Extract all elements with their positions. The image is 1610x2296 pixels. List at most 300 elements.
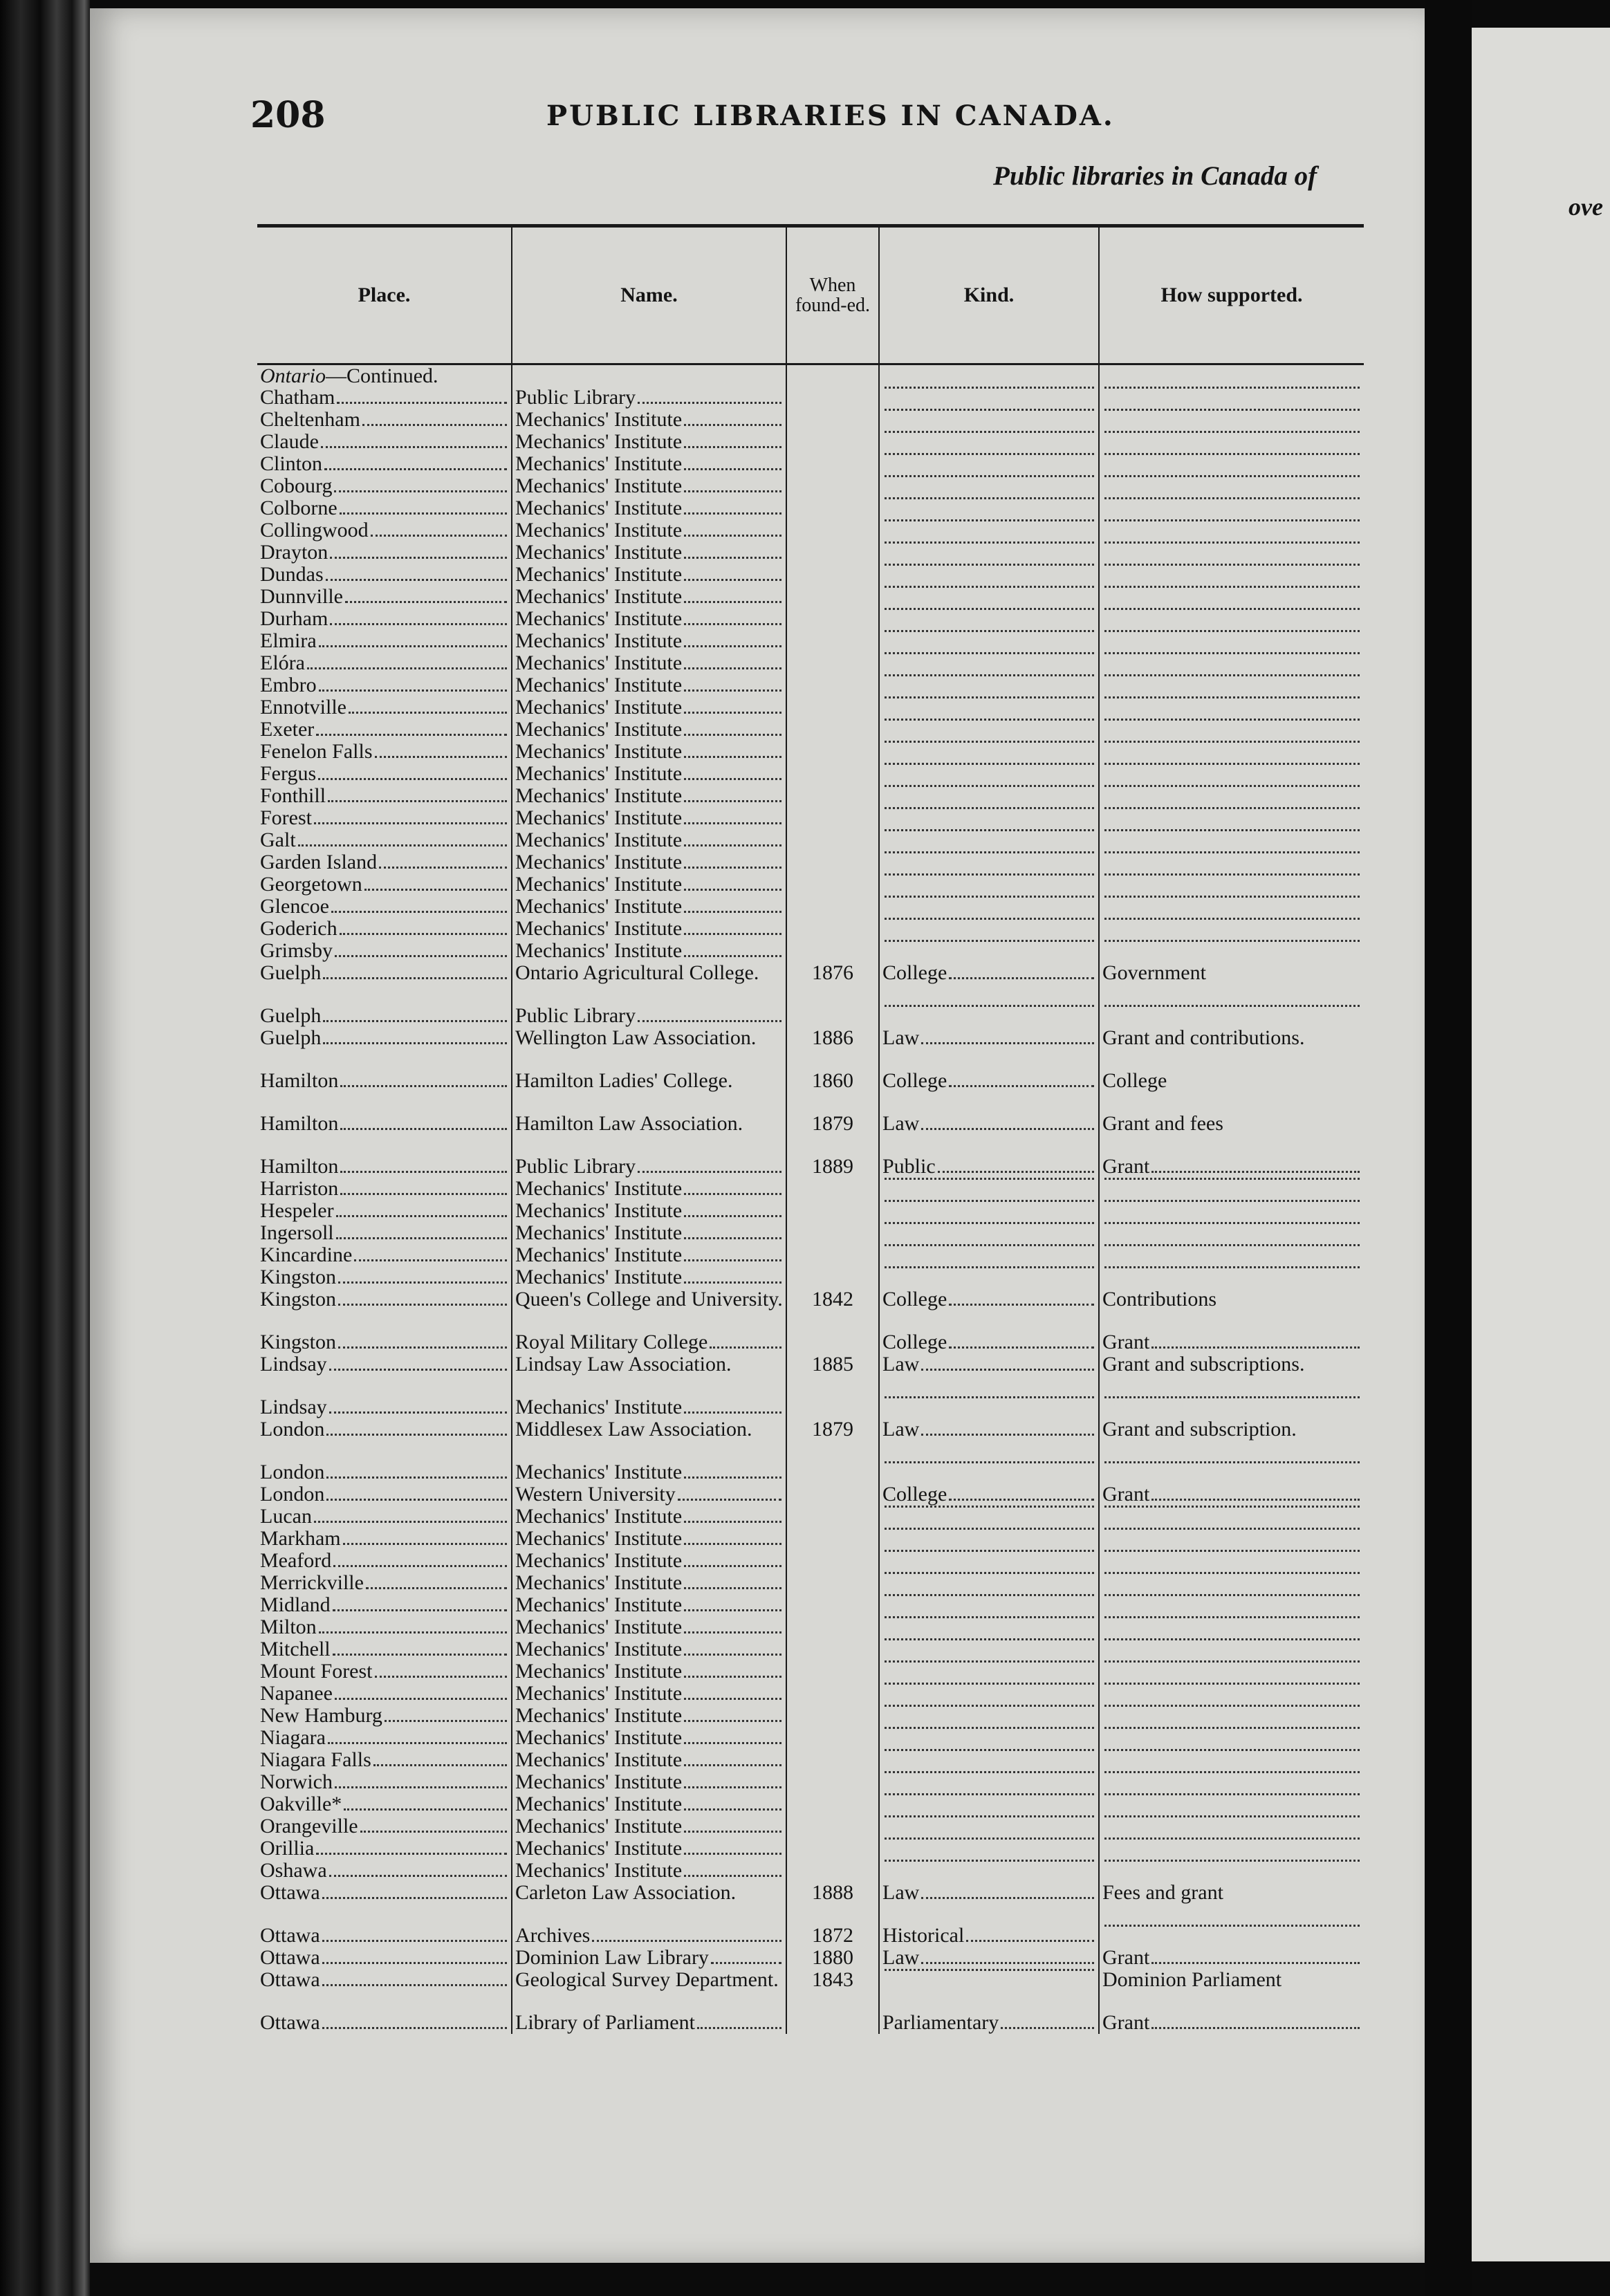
place-cell-text: Galt xyxy=(260,829,296,851)
name-cell-text: Mechanics' Institute xyxy=(515,785,683,807)
table-row xyxy=(257,1113,1364,1156)
name-cell-text: Mechanics' Institute xyxy=(515,741,683,763)
year-cell-text: 1879 xyxy=(812,1418,853,1441)
support-cell xyxy=(1099,1113,1364,1156)
name-cell xyxy=(512,1638,786,1660)
table-row xyxy=(257,1683,1364,1705)
table-row xyxy=(257,1705,1364,1727)
name-cell xyxy=(512,1005,786,1027)
name-cell-text: Public Library xyxy=(515,387,636,409)
name-cell xyxy=(512,1266,786,1288)
column-header-kind: Kind. xyxy=(879,226,1099,364)
place-cell xyxy=(257,1594,512,1616)
name-cell xyxy=(512,1418,786,1461)
support-cell xyxy=(1099,1771,1364,1793)
year-cell xyxy=(786,696,879,719)
support-cell xyxy=(1099,807,1364,829)
table-row xyxy=(257,1027,1364,1070)
kind-cell xyxy=(879,652,1099,674)
table-row xyxy=(257,785,1364,807)
name-cell-text: Hamilton Law Association. xyxy=(515,1113,743,1135)
table-row xyxy=(257,896,1364,918)
table-row xyxy=(257,1070,1364,1113)
year-cell-text: 1860 xyxy=(812,1070,853,1092)
page-number: 208 xyxy=(250,94,326,136)
table-row xyxy=(257,608,1364,630)
support-cell xyxy=(1099,1594,1364,1616)
year-cell xyxy=(786,1660,879,1683)
name-cell-text: Mechanics' Institute xyxy=(515,1266,683,1288)
kind-cell xyxy=(879,409,1099,431)
support-cell-text: Grant xyxy=(1102,1483,1150,1506)
column-header-place: Place. xyxy=(257,226,512,364)
place-cell xyxy=(257,630,512,652)
year-cell xyxy=(786,1771,879,1793)
year-cell xyxy=(786,497,879,519)
year-cell xyxy=(786,1113,879,1156)
name-cell xyxy=(512,497,786,519)
support-cell xyxy=(1099,962,1364,1005)
place-cell-text: Kingston xyxy=(260,1266,337,1288)
place-cell xyxy=(257,453,512,475)
year-cell xyxy=(786,1027,879,1070)
place-cell-text: Colborne xyxy=(260,497,337,519)
kind-cell xyxy=(879,1638,1099,1660)
place-cell-text: London xyxy=(260,1483,325,1506)
year-cell xyxy=(786,1749,879,1771)
place-cell-text: Dundas xyxy=(260,564,324,586)
support-cell xyxy=(1099,1947,1364,1969)
name-cell-text: Mechanics' Institute xyxy=(515,497,683,519)
name-cell xyxy=(512,807,786,829)
kind-cell xyxy=(879,1749,1099,1771)
kind-cell-text: Law xyxy=(882,1418,920,1441)
place-cell xyxy=(257,1837,512,1860)
kind-cell xyxy=(879,1616,1099,1638)
name-cell xyxy=(512,1156,786,1178)
kind-cell xyxy=(879,1594,1099,1616)
place-cell-text: Fonthill xyxy=(260,785,326,807)
table-row xyxy=(257,409,1364,431)
place-cell-text: London xyxy=(260,1461,325,1483)
year-cell-text: 1842 xyxy=(812,1288,853,1311)
kind-cell xyxy=(879,1705,1099,1727)
support-cell xyxy=(1099,1749,1364,1771)
support-cell xyxy=(1099,1027,1364,1070)
year-cell xyxy=(786,1331,879,1353)
kind-cell xyxy=(879,763,1099,785)
name-cell-text: Dominion Law Library xyxy=(515,1947,709,1969)
support-cell-text: Contributions xyxy=(1102,1288,1217,1311)
support-cell xyxy=(1099,1178,1364,1200)
place-cell xyxy=(257,719,512,741)
table-row xyxy=(257,564,1364,586)
kind-cell-text: College xyxy=(882,1483,947,1506)
kind-cell xyxy=(879,564,1099,586)
place-cell xyxy=(257,1113,512,1156)
name-cell-text: Mechanics' Institute xyxy=(515,1528,683,1550)
table-row xyxy=(257,1396,1364,1418)
table-row xyxy=(257,719,1364,741)
name-cell-text: Mechanics' Institute xyxy=(515,1244,683,1266)
kind-cell-text: Law xyxy=(882,1947,920,1969)
place-cell xyxy=(257,1815,512,1837)
year-cell xyxy=(786,873,879,896)
table-row xyxy=(257,1244,1364,1266)
name-cell-text: Lindsay Law Association. xyxy=(515,1353,732,1376)
place-cell xyxy=(257,918,512,940)
name-cell xyxy=(512,1660,786,1683)
table-row xyxy=(257,1353,1364,1396)
place-cell xyxy=(257,497,512,519)
table-row xyxy=(257,1594,1364,1616)
table-row xyxy=(257,851,1364,873)
table-row xyxy=(257,873,1364,896)
name-cell xyxy=(512,851,786,873)
kind-cell xyxy=(879,1882,1099,1925)
year-cell xyxy=(786,2012,879,2034)
name-cell xyxy=(512,896,786,918)
kind-cell xyxy=(879,1572,1099,1594)
name-cell xyxy=(512,1178,786,1200)
place-cell-text: Cheltenham xyxy=(260,409,360,431)
year-cell xyxy=(786,1528,879,1550)
table-row xyxy=(257,1572,1364,1594)
name-cell xyxy=(512,1288,786,1331)
kind-cell xyxy=(879,918,1099,940)
support-cell xyxy=(1099,719,1364,741)
name-cell-text: Mechanics' Institute xyxy=(515,519,683,541)
libraries-table xyxy=(257,224,1364,2034)
table-row xyxy=(257,1793,1364,1815)
support-cell-text: Grant xyxy=(1102,2012,1150,2034)
table-row xyxy=(257,541,1364,564)
name-cell xyxy=(512,940,786,962)
place-cell-text: London xyxy=(260,1418,325,1441)
name-cell xyxy=(512,873,786,896)
support-cell xyxy=(1099,475,1364,497)
name-cell xyxy=(512,564,786,586)
name-cell xyxy=(512,829,786,851)
name-cell xyxy=(512,519,786,541)
place-cell xyxy=(257,1683,512,1705)
place-cell xyxy=(257,1396,512,1418)
table-row xyxy=(257,630,1364,652)
name-cell-text: Mechanics' Institute xyxy=(515,1638,683,1660)
kind-cell xyxy=(879,674,1099,696)
place-cell-text: Oakville* xyxy=(260,1793,342,1815)
kind-cell xyxy=(879,453,1099,475)
name-cell-text: Mechanics' Institute xyxy=(515,1683,683,1705)
name-cell-text: Mechanics' Institute xyxy=(515,674,683,696)
support-cell xyxy=(1099,940,1364,962)
name-cell xyxy=(512,1550,786,1572)
kind-cell xyxy=(879,1222,1099,1244)
table-row xyxy=(257,387,1364,409)
year-cell xyxy=(786,586,879,608)
support-cell xyxy=(1099,896,1364,918)
kind-cell xyxy=(879,1860,1099,1882)
table-row xyxy=(257,1616,1364,1638)
year-cell xyxy=(786,785,879,807)
name-cell xyxy=(512,1528,786,1550)
name-cell-text: Mechanics' Institute xyxy=(515,1749,683,1771)
support-cell xyxy=(1099,1616,1364,1638)
support-cell xyxy=(1099,564,1364,586)
kind-cell xyxy=(879,1353,1099,1396)
name-cell xyxy=(512,1222,786,1244)
name-cell-text: Mechanics' Institute xyxy=(515,1506,683,1528)
place-cell xyxy=(257,1793,512,1815)
place-cell-text: Forest xyxy=(260,807,312,829)
name-cell xyxy=(512,1070,786,1113)
place-cell-text: Ennotville xyxy=(260,696,346,719)
support-cell xyxy=(1099,431,1364,453)
table-row xyxy=(257,1418,1364,1461)
name-cell-text: Mechanics' Institute xyxy=(515,564,683,586)
year-cell xyxy=(786,409,879,431)
support-cell xyxy=(1099,387,1364,409)
table-row xyxy=(257,1288,1364,1331)
kind-cell-text: Law xyxy=(882,1027,920,1049)
kind-cell xyxy=(879,1947,1099,1969)
support-cell-text: Grant and subscription. xyxy=(1102,1418,1297,1441)
kind-cell-text: College xyxy=(882,1288,947,1311)
year-cell-text: 1843 xyxy=(812,1969,853,1991)
kind-cell xyxy=(879,519,1099,541)
place-cell-text: Lucan xyxy=(260,1506,312,1528)
name-cell xyxy=(512,1572,786,1594)
place-cell-text: Goderich xyxy=(260,918,337,940)
name-cell xyxy=(512,1705,786,1727)
book-binding-edge xyxy=(0,0,90,2296)
kind-cell xyxy=(879,497,1099,519)
place-cell xyxy=(257,807,512,829)
table-row xyxy=(257,1222,1364,1244)
column-header-when-founded: When found-ed. xyxy=(786,226,879,364)
place-cell xyxy=(257,1027,512,1070)
support-cell xyxy=(1099,409,1364,431)
table-row xyxy=(257,1266,1364,1288)
kind-cell xyxy=(879,873,1099,896)
place-cell xyxy=(257,652,512,674)
kind-cell xyxy=(879,2012,1099,2034)
name-cell-text: Queen's College and University. xyxy=(515,1288,783,1311)
name-cell-text: Wellington Law Association. xyxy=(515,1027,757,1049)
table-row xyxy=(257,1178,1364,1200)
support-cell xyxy=(1099,1969,1364,2012)
place-cell xyxy=(257,674,512,696)
name-cell-text: Geological Survey Department. xyxy=(515,1969,779,1991)
place-cell xyxy=(257,1418,512,1461)
kind-cell-text: Law xyxy=(882,1353,920,1376)
year-cell xyxy=(786,1815,879,1837)
name-cell xyxy=(512,453,786,475)
name-cell xyxy=(512,1947,786,1969)
place-cell-text: Guelph xyxy=(260,1027,322,1049)
place-cell xyxy=(257,1178,512,1200)
name-cell-text: Mechanics' Institute xyxy=(515,940,683,962)
table-row xyxy=(257,1837,1364,1860)
place-cell-text: Collingwood xyxy=(260,519,369,541)
kind-cell xyxy=(879,630,1099,652)
place-cell-text: New Hamburg xyxy=(260,1705,382,1727)
year-cell xyxy=(786,608,879,630)
name-cell-text: Mechanics' Institute xyxy=(515,763,683,785)
table-row xyxy=(257,1005,1364,1027)
year-cell xyxy=(786,1837,879,1860)
place-cell xyxy=(257,829,512,851)
place-cell-text: Hamilton xyxy=(260,1113,339,1135)
place-cell xyxy=(257,940,512,962)
place-cell-text: Elóra xyxy=(260,652,305,674)
year-cell xyxy=(786,1483,879,1506)
table-row xyxy=(257,1882,1364,1925)
table-row xyxy=(257,1969,1364,2012)
kind-cell xyxy=(879,608,1099,630)
year-cell xyxy=(786,1727,879,1749)
kind-cell xyxy=(879,387,1099,409)
year-cell xyxy=(786,763,879,785)
year-cell xyxy=(786,1461,879,1483)
table-row xyxy=(257,763,1364,785)
support-cell xyxy=(1099,630,1364,652)
name-cell-text: Middlesex Law Association. xyxy=(515,1418,752,1441)
kind-cell xyxy=(879,1969,1099,2012)
place-cell xyxy=(257,387,512,409)
place-cell-text: Fenelon Falls xyxy=(260,741,373,763)
table-row xyxy=(257,1925,1364,1947)
kind-cell-text: Law xyxy=(882,1113,920,1135)
year-cell xyxy=(786,741,879,763)
kind-cell xyxy=(879,1113,1099,1156)
place-cell xyxy=(257,519,512,541)
place-cell-text: Durham xyxy=(260,608,329,630)
name-cell xyxy=(512,586,786,608)
kind-cell xyxy=(879,1727,1099,1749)
year-cell xyxy=(786,1156,879,1178)
year-cell xyxy=(786,453,879,475)
year-cell xyxy=(786,918,879,940)
name-cell-text: Mechanics' Institute xyxy=(515,873,683,896)
support-cell-text: Grant xyxy=(1102,1156,1150,1178)
year-cell xyxy=(786,1550,879,1572)
place-cell-text: Lindsay xyxy=(260,1396,327,1418)
support-cell xyxy=(1099,1860,1364,1882)
table-row xyxy=(257,1461,1364,1483)
support-cell xyxy=(1099,696,1364,719)
support-cell xyxy=(1099,1266,1364,1288)
kind-cell xyxy=(879,1156,1099,1178)
place-cell-text: Garden Island xyxy=(260,851,378,873)
support-cell xyxy=(1099,1727,1364,1749)
name-cell xyxy=(512,1771,786,1793)
support-cell xyxy=(1099,1882,1364,1925)
year-cell-text: 1879 xyxy=(812,1113,853,1135)
table-row xyxy=(257,1815,1364,1837)
support-cell xyxy=(1099,1683,1364,1705)
place-cell-text: Orillia xyxy=(260,1837,315,1860)
name-cell xyxy=(512,608,786,630)
name-cell xyxy=(512,1882,786,1925)
place-cell-text: Guelph xyxy=(260,962,322,984)
place-cell xyxy=(257,1461,512,1483)
place-cell xyxy=(257,1353,512,1396)
table-row xyxy=(257,1506,1364,1528)
place-cell xyxy=(257,1550,512,1572)
name-cell-text: Mechanics' Institute xyxy=(515,1222,683,1244)
name-cell-text: Mechanics' Institute xyxy=(515,1793,683,1815)
name-cell-text: Mechanics' Institute xyxy=(515,807,683,829)
section-continued: —Continued. xyxy=(326,364,438,387)
table-row xyxy=(257,1727,1364,1749)
year-cell-text: 1889 xyxy=(812,1156,853,1178)
year-cell xyxy=(786,1178,879,1200)
year-cell xyxy=(786,1882,879,1925)
place-cell xyxy=(257,851,512,873)
year-cell xyxy=(786,1572,879,1594)
support-cell-text: Grant and contributions. xyxy=(1102,1027,1305,1049)
name-cell xyxy=(512,1244,786,1266)
support-cell xyxy=(1099,497,1364,519)
year-cell xyxy=(786,1705,879,1727)
page-gutter xyxy=(1425,0,1472,2296)
kind-cell xyxy=(879,896,1099,918)
name-cell xyxy=(512,696,786,719)
kind-cell xyxy=(879,1288,1099,1331)
table-row xyxy=(257,962,1364,1005)
support-cell xyxy=(1099,1638,1364,1660)
support-cell xyxy=(1099,1200,1364,1222)
kind-cell xyxy=(879,1461,1099,1483)
support-cell xyxy=(1099,1156,1364,1178)
support-cell xyxy=(1099,674,1364,696)
name-cell-text: Mechanics' Institute xyxy=(515,1860,683,1882)
name-cell xyxy=(512,785,786,807)
name-cell-text: Mechanics' Institute xyxy=(515,1178,683,1200)
year-cell xyxy=(786,851,879,873)
place-cell xyxy=(257,1616,512,1638)
support-cell xyxy=(1099,1550,1364,1572)
year-cell-text: 1876 xyxy=(812,962,853,984)
support-cell-text: Grant xyxy=(1102,1947,1150,1969)
kind-cell xyxy=(879,785,1099,807)
name-cell-text: Mechanics' Institute xyxy=(515,453,683,475)
kind-cell xyxy=(879,851,1099,873)
name-cell-text: Mechanics' Institute xyxy=(515,896,683,918)
place-cell-text: Fergus xyxy=(260,763,317,785)
table-row xyxy=(257,918,1364,940)
support-cell xyxy=(1099,873,1364,896)
place-cell-text: Niagara Falls xyxy=(260,1749,371,1771)
table-row xyxy=(257,652,1364,674)
name-cell-text: Mechanics' Institute xyxy=(515,1594,683,1616)
year-cell xyxy=(786,674,879,696)
support-cell-text: Dominion Parliament xyxy=(1102,1969,1282,1991)
name-cell-text: Mechanics' Institute xyxy=(515,652,683,674)
place-cell xyxy=(257,1660,512,1683)
support-cell xyxy=(1099,453,1364,475)
place-cell-text: Embro xyxy=(260,674,317,696)
kind-cell xyxy=(879,1528,1099,1550)
year-cell xyxy=(786,962,879,1005)
place-cell xyxy=(257,1506,512,1528)
table-body xyxy=(257,364,1364,2035)
table-row xyxy=(257,497,1364,519)
table-row xyxy=(257,1550,1364,1572)
place-cell-text: Kincardine xyxy=(260,1244,353,1266)
kind-cell xyxy=(879,1396,1099,1418)
